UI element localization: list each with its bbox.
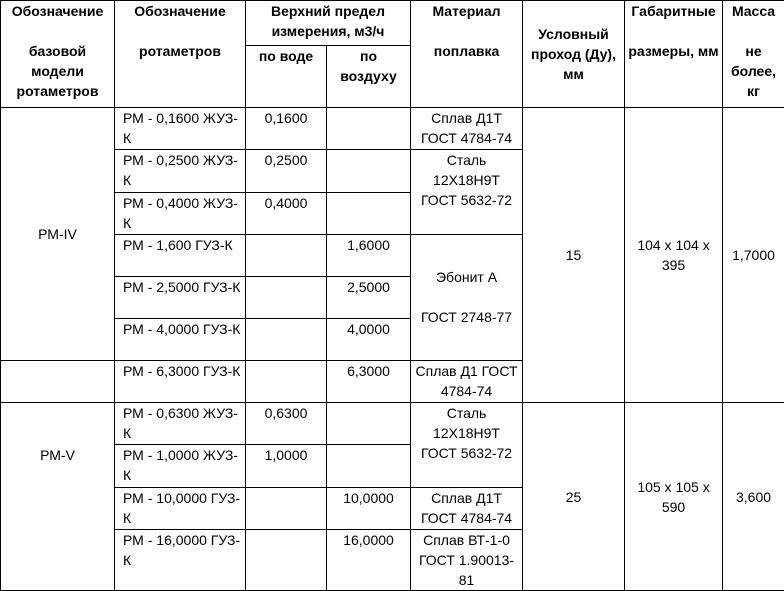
rotameter-name: РМ - 10,0000 ГУЗ-К xyxy=(115,487,246,529)
air-limit: 6,3000 xyxy=(327,361,411,403)
rotameter-name: РМ - 1,600 ГУЗ-К xyxy=(115,234,246,276)
float-material: Сплав Д1 ГОСТ 4784-74 xyxy=(411,361,523,403)
header-upper-limit: Верхний предел измерения, м3/ч xyxy=(246,1,411,46)
air-limit: 4,0000 xyxy=(327,319,411,361)
dimensions-cell: 105 х 105 х 590 xyxy=(625,403,723,591)
air-limit xyxy=(327,150,411,192)
water-limit: 0,2500 xyxy=(246,150,327,192)
header-rotameter-designation: Обозначение ротаметров xyxy=(115,1,246,108)
float-material: Сплав Д1Т ГОСТ 4784-74 xyxy=(411,108,523,150)
water-limit: 1,0000 xyxy=(246,445,327,487)
water-limit xyxy=(246,529,327,590)
header-float-material: Материал поплавка xyxy=(411,1,523,108)
header-dimensions: Габаритные размеры, мм xyxy=(625,1,723,108)
air-limit xyxy=(327,108,411,150)
mass-cell: 1,7000 xyxy=(723,108,784,403)
air-limit xyxy=(327,445,411,487)
header-base-model: Обозначение базовой модели ротаметров xyxy=(1,1,115,108)
rotameter-name: РМ - 0,6300 ЖУЗ-К xyxy=(115,403,246,445)
header-air: по воздуху xyxy=(327,46,411,108)
water-limit: 0,4000 xyxy=(246,192,327,234)
header-water: по воде xyxy=(246,46,327,108)
air-limit: 1,6000 xyxy=(327,234,411,276)
rotameter-name: РМ - 6,3000 ГУЗ-К xyxy=(115,361,246,403)
mass-cell: 3,600 xyxy=(723,403,784,591)
header-row-1 xyxy=(1,1,784,46)
rotameter-name: РМ - 4,0000 ГУЗ-К xyxy=(115,319,246,361)
header-mass: Масса не более, кг xyxy=(723,1,784,108)
base-model-cell: РМ-IV xyxy=(1,108,115,361)
float-material: Эбонит А ГОСТ 2748-77 xyxy=(411,234,523,360)
table-row xyxy=(1,403,784,445)
water-limit: 0,1600 xyxy=(246,108,327,150)
nominal-diameter-cell: 15 xyxy=(523,108,625,403)
air-limit: 16,0000 xyxy=(327,529,411,590)
water-limit xyxy=(246,361,327,403)
table-row xyxy=(1,108,784,150)
rotameter-name: РМ - 0,4000 ЖУЗ-К xyxy=(115,192,246,234)
base-model-cell: РМ-V xyxy=(1,403,115,591)
dimensions-cell: 104 х 104 х 395 xyxy=(625,108,723,403)
rotameter-name: РМ - 0,2500 ЖУЗ-К xyxy=(115,150,246,192)
float-material: Сплав ВТ-1-0 ГОСТ 1.90013-81 xyxy=(411,529,523,590)
water-limit xyxy=(246,487,327,529)
nominal-diameter-cell: 25 xyxy=(523,403,625,591)
float-material: Сталь 12Х18Н9Т ГОСТ 5632-72 xyxy=(411,403,523,487)
air-limit: 2,5000 xyxy=(327,276,411,318)
air-limit xyxy=(327,192,411,234)
header-nominal-diameter: Условный проход (Ду), мм xyxy=(523,1,625,108)
air-limit: 10,0000 xyxy=(327,487,411,529)
rotameter-name: РМ - 16,0000 ГУЗ-К xyxy=(115,529,246,590)
rotameter-name: РМ - 1,0000 ЖУЗ-К xyxy=(115,445,246,487)
rotameter-name: РМ - 0,1600 ЖУЗ-К xyxy=(115,108,246,150)
float-material: Сталь 12Х18Н9Т ГОСТ 5632-72 xyxy=(411,150,523,234)
float-material: Сплав Д1Т ГОСТ 4784-74 xyxy=(411,487,523,529)
air-limit xyxy=(327,403,411,445)
water-limit: 0,6300 xyxy=(246,403,327,445)
water-limit xyxy=(246,234,327,276)
rotameter-name: РМ - 2,5000 ГУЗ-К xyxy=(115,276,246,318)
water-limit xyxy=(246,319,327,361)
water-limit xyxy=(246,276,327,318)
empty-model-cell xyxy=(1,361,115,403)
